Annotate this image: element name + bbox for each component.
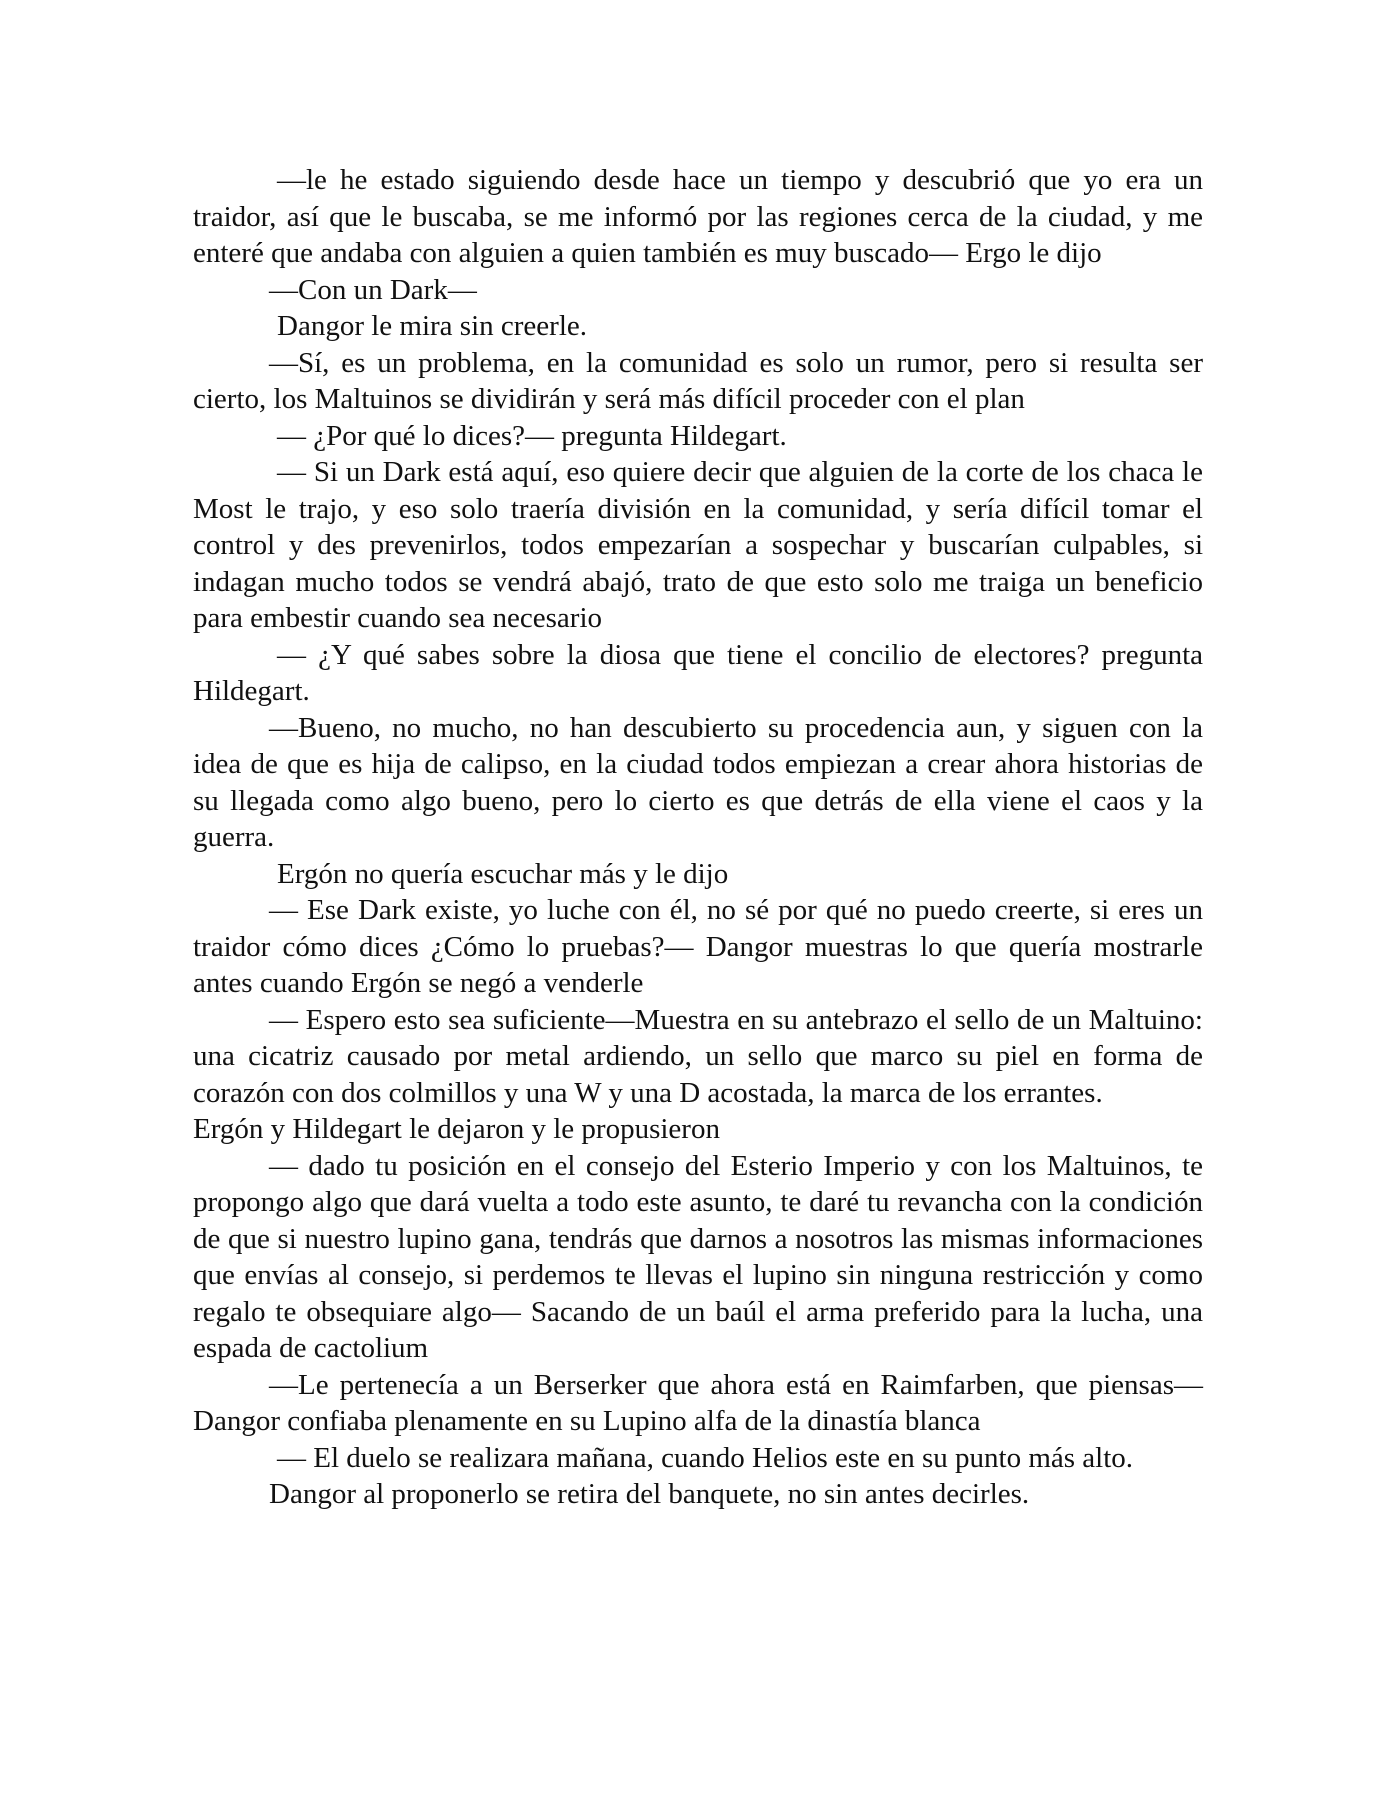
paragraph-7: — ¿Y qué sabes sobre la diosa que tiene el concilio de electores? pregunta Hildegart. (193, 638, 1203, 707)
paragraph-11: — Espero esto sea suficiente—Muestra en su antebrazo el sello de un Maltuino: una cicatriz causado por metal ardiendo, un sello que marco su piel en forma de corazón con dos colmillos y una W y una D acostada, la marca de los errantes. (193, 1003, 1203, 1109)
paragraph-5: — ¿Por qué lo dices?— pregunta Hildegart. (277, 419, 787, 452)
paragraph-9: Ergón no quería escuchar más y le dijo (277, 857, 729, 890)
paragraph-13: — dado tu posición en el consejo del Esterio Imperio y con los Maltuinos, te propongo algo que dará vuelta a todo este asunto, te daré tu revancha con la condición de que si nuestro lupino gana, tendrás que darnos a nosotros las mismas informaciones que envías al consejo, si perdemos te llevas el lupino sin ninguna restricción y como regalo te obsequiare algo— Sacando de un baúl el arma preferido para la lucha, una espada de cactolium (193, 1149, 1203, 1364)
paragraph-16: Dangor al proponerlo se retira del banquete, no sin antes decirles. (269, 1478, 1030, 1510)
paragraph-4: —Sí, es un problema, en la comunidad es solo un rumor, pero si resulta ser cierto, los Maltuinos se dividirán y será más difícil proceder con el plan (193, 346, 1203, 415)
paragraph-10: — Ese Dark existe, yo luche con él, no sé por qué no puedo creerte, si eres un traidor cómo dices ¿Cómo lo pruebas?— Dangor muestras lo que quería mostrarle antes cuando Ergón se negó a venderle (193, 894, 1203, 999)
paragraph-2: —Con un Dark— (269, 273, 477, 306)
paragraph-3: Dangor le mira sin creerle. (277, 310, 587, 342)
paragraph-15: — El duelo se realizara mañana, cuando Helios este en su punto más alto. (277, 1441, 1134, 1474)
paragraph-6: — Si un Dark está aquí, eso quiere decir que alguien de la corte de los chaca le Most le trajo, y eso solo traería división en la comunidad, y sería difícil tomar el control y des prevenirlos, todos empezarían a sospechar y buscarían culpables, si indagan mucho todos se vendrá abajó, trato de que esto solo me traiga un beneficio para embestir cuando sea necesario (193, 456, 1203, 634)
paragraph-14: —Le pertenecía a un Berserker que ahora está en Raimfarben, que piensas— Dangor confiaba plenamente en su Lupino alfa de la dinastía blanca (193, 1368, 1203, 1437)
paragraph-12: Ergón y Hildegart le dejaron y le propusieron (193, 1113, 720, 1145)
document-page (193, 162, 1203, 1513)
paragraph-1: —le he estado siguiendo desde hace un tiempo y descubrió que yo era un traidor, así que le buscaba, se me informó por las regiones cerca de la ciudad, y me enteré que andaba con alguien a quien también es muy buscado— Ergo le dijo (193, 164, 1203, 269)
paragraph-8: —Bueno, no mucho, no han descubierto su procedencia aun, y siguen con la idea de que es hija de calipso, en la ciudad todos empiezan a crear ahora historias de su llegada como algo bueno, pero lo cierto es que detrás de ella viene el caos y la guerra. (193, 711, 1203, 853)
